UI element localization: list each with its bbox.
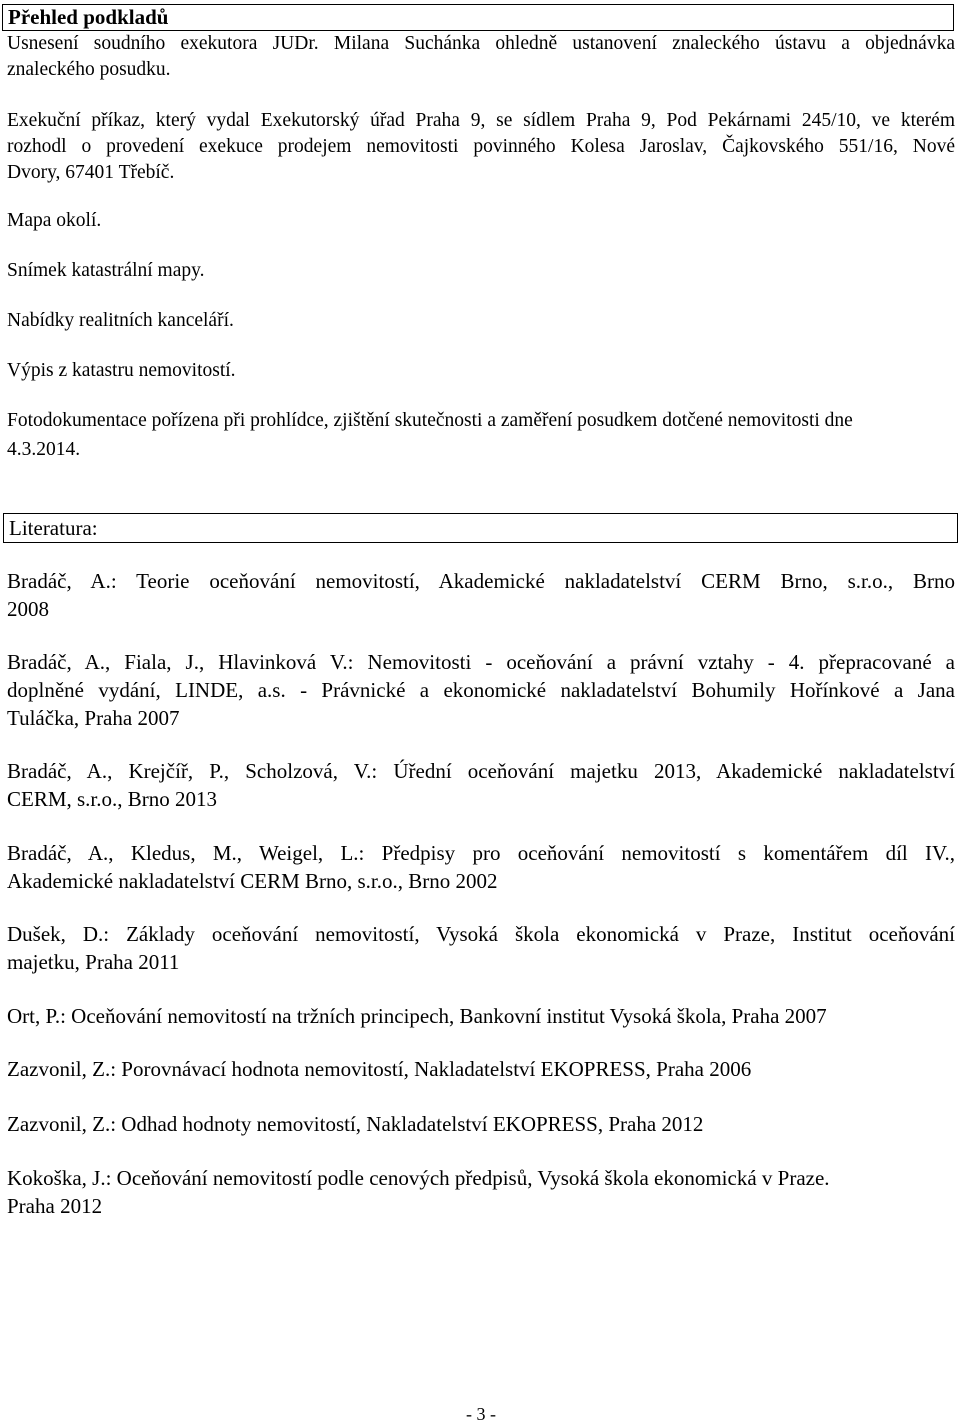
reference-line: Bradáč, A., Fiala, J., Hlavinková V.: Nemovitosti - oceňování a právní vztahy - 4. přepracované a: [7, 650, 955, 674]
prikaz-line-3: Dvory, 67401 Třebíč.: [7, 162, 175, 183]
reference-line: Ort, P.: Oceňování nemovitostí na tržních principech, Bankovní institut Vysoká škola, Praha 2007: [7, 1004, 827, 1028]
list-item-nabidky: Nabídky realitních kanceláří.: [7, 310, 234, 331]
section-title: Literatura:: [9, 516, 98, 540]
reference-line: Bradáč, A.: Teorie oceňování nemovitostí, Akademické nakladatelství CERM Brno, s.r.o., Brno: [7, 569, 955, 593]
reference-line: doplněné vydání, LINDE, a.s. - Právnické a ekonomické nakladatelství Bohumily Hořínkové a Jana: [7, 678, 955, 702]
list-item-vypis: Výpis z katastru nemovitostí.: [7, 360, 236, 381]
section-title: Přehled podkladů: [8, 5, 169, 29]
reference-line: Dušek, D.: Základy oceňování nemovitostí, Vysoká škola ekonomická v Praze, Institut oceňování: [7, 922, 955, 946]
prikaz-line-2: rozhodl o provedení exekuce prodejem nemovitosti povinného Kolesa Jaroslav, Čajkovského 551/16, Nové: [7, 136, 955, 157]
fotodokumentace-line-2: 4.3.2014.: [7, 439, 81, 460]
usneseni-line-2: znaleckého posudku.: [7, 59, 171, 80]
reference-line: Zazvonil, Z.: Odhad hodnoty nemovitostí, Nakladatelství EKOPRESS, Praha 2012: [7, 1112, 704, 1136]
reference-line: Tuláčka, Praha 2007: [7, 706, 180, 730]
reference-line: Praha 2012: [7, 1194, 103, 1218]
usneseni-line-1: Usnesení soudního exekutora JUDr. Milana Suchánka ohledně ustanovení znaleckého ústavu a objednávka: [7, 33, 955, 54]
list-item-snimek: Snímek katastrální mapy.: [7, 260, 205, 281]
reference-line: Zazvonil, Z.: Porovnávací hodnota nemovitostí, Nakladatelství EKOPRESS, Praha 2006: [7, 1057, 752, 1081]
section-heading-podklady: [2, 4, 954, 31]
prikaz-line-1: Exekuční příkaz, který vydal Exekutorský úřad Praha 9, se sídlem Praha 9, Pod Pekárnami 245/10, ve kterém: [7, 110, 955, 131]
reference-line: Bradáč, A., Kledus, M., Weigel, L.: Předpisy pro oceňování nemovitostí s komentářem díl IV.,: [7, 841, 955, 865]
reference-line: majetku, Praha 2011: [7, 950, 180, 974]
page-number: - 3 -: [466, 1404, 496, 1424]
reference-line: Bradáč, A., Krejčíř, P., Scholzová, V.: Úřední oceňování majetku 2013, Akademické nakladatelství: [7, 759, 955, 783]
reference-line: 2008: [7, 597, 49, 621]
reference-line: CERM, s.r.o., Brno 2013: [7, 787, 218, 811]
section-heading-literatura: [3, 513, 958, 543]
list-item-mapa: Mapa okolí.: [7, 210, 102, 231]
reference-line: Kokoška, J.: Oceňování nemovitostí podle cenových předpisů, Vysoká škola ekonomická v Praze.: [7, 1166, 830, 1190]
fotodokumentace-line-1: Fotodokumentace pořízena při prohlídce, zjištění skutečnosti a zaměření posudkem dotčené nemovitosti dne: [7, 410, 853, 431]
reference-line: Akademické nakladatelství CERM Brno, s.r.o., Brno 2002: [7, 869, 498, 893]
